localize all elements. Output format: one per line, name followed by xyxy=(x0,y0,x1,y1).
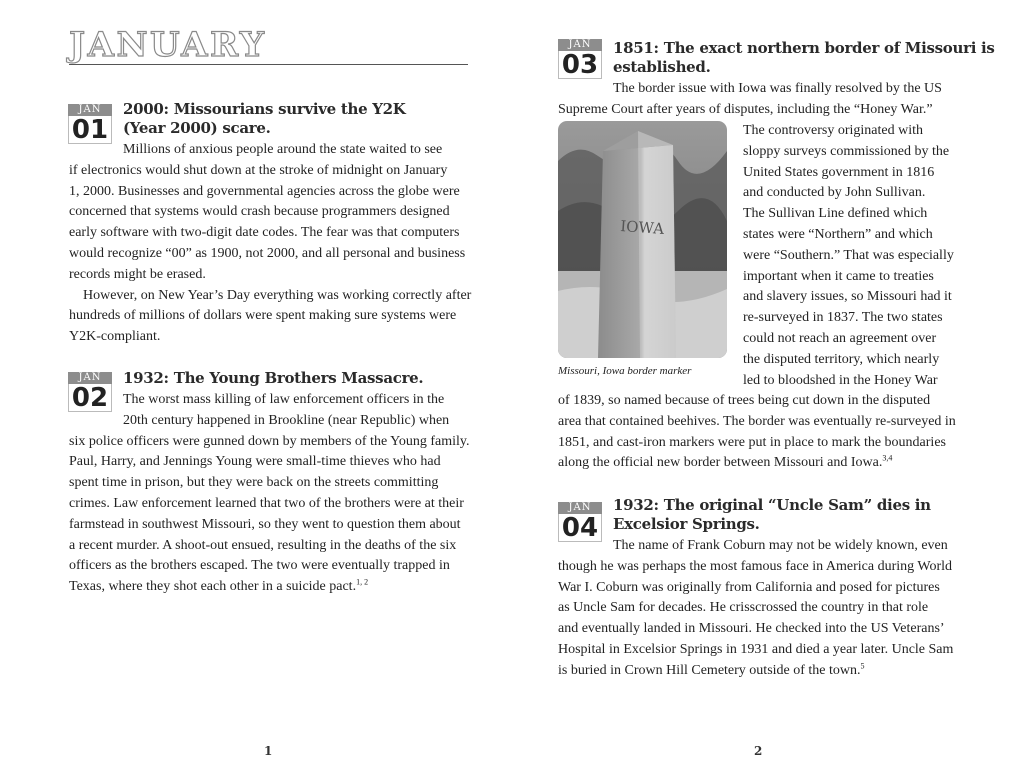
body-line-text: is buried in Crown Hill Cemetery outside of the town. xyxy=(558,662,861,678)
body-line: records might be erased. xyxy=(69,266,206,282)
entry-title-line: 1932: The original “Uncle Sam” dies in xyxy=(613,496,931,514)
date-badge-jan-03 xyxy=(558,39,602,81)
entry-title-line: 1932: The Young Brothers Massacre. xyxy=(123,369,424,387)
photo-caption: Missouri, Iowa border marker xyxy=(558,365,692,377)
body-line: as Uncle Sam for decades. He crisscrossed the country in that role xyxy=(558,600,929,616)
entry-body-jan-04 xyxy=(558,536,953,682)
page-number-left: 1 xyxy=(264,744,273,758)
month-heading xyxy=(69,25,468,65)
date-badge-day: 01 xyxy=(68,116,112,144)
entry-body-jan-03-top xyxy=(558,79,942,121)
body-line: 1851, and cast-iron markers were put in place to mark the boundaries xyxy=(558,434,946,450)
entry-title-line: established. xyxy=(613,58,711,76)
body-line: The Sullivan Line defined which xyxy=(743,206,928,222)
body-line: would recognize “00” as 1900, not 2000, and all personal and business xyxy=(69,245,466,261)
body-line: War I. Coburn was originally from California and posed for pictures xyxy=(558,579,940,595)
body-line: the disputed territory, which nearly xyxy=(743,351,940,367)
body-line: The worst mass killing of law enforcement officers in the xyxy=(123,392,445,407)
body-line: Hospital in Excelsior Springs in 1931 and died a year later. Uncle Sam xyxy=(558,641,954,657)
body-line: However, on New Year’s Day everything was working correctly after xyxy=(69,287,472,303)
body-line: 20th century happened in Brookline (near Republic) when xyxy=(123,412,450,428)
body-line: sloppy surveys commissioned by the xyxy=(743,143,950,159)
date-badge-month: JAN xyxy=(558,502,602,514)
body-line: United States government in 1816 xyxy=(743,164,935,180)
body-line: Millions of anxious people around the state waited to see xyxy=(123,142,443,157)
body-line: and eventually landed in Missouri. He checked into the US Veterans’ xyxy=(558,621,945,637)
body-line: crimes. Law enforcement learned that two of the brothers were at their xyxy=(69,495,464,511)
footnote-ref: 5 xyxy=(860,661,865,671)
body-line-text: Texas, where they shot each other in a suicide pact. xyxy=(69,579,357,595)
date-badge-month: JAN xyxy=(68,104,112,116)
marker-engraving: IOWA xyxy=(619,217,665,239)
body-line: The border issue with Iowa was finally resolved by the US xyxy=(613,81,942,96)
body-line: concerned that systems would crash because programmers designed xyxy=(69,204,450,220)
entry-title-jan-04 xyxy=(613,496,931,534)
entry-body-jan-01 xyxy=(69,140,471,348)
body-line: Y2K-compliant. xyxy=(69,329,161,345)
body-line: hundreds of millions of dollars were spent making sure systems were xyxy=(69,308,457,324)
body-line: Supreme Court after years of disputes, including the “Honey War.” xyxy=(558,101,933,117)
body-line: led to bloodshed in the Honey War xyxy=(743,372,938,388)
date-badge-day: 04 xyxy=(558,514,602,542)
body-line: could not reach an agreement over xyxy=(743,330,937,346)
border-marker-image xyxy=(558,121,727,358)
entry-body-jan-03-bottom xyxy=(558,391,956,474)
date-badge-day: 03 xyxy=(558,51,602,79)
body-line xyxy=(69,577,469,598)
body-line: of 1839, so named because of trees being cut down in the disputed xyxy=(558,393,931,408)
month-heading-text: JANUARY xyxy=(69,25,267,65)
body-line xyxy=(558,453,956,474)
entry-title-jan-02 xyxy=(123,369,423,388)
body-line: officers as the brothers escaped. The two were eventually trapped in xyxy=(69,558,450,574)
body-line: area that contained beehives. The border was eventually re-surveyed in xyxy=(558,413,956,429)
body-line: early software with two-digit date codes. The fear was that computers xyxy=(69,225,460,241)
page-number-right: 2 xyxy=(754,744,763,758)
entry-title-line: 1851: The exact northern border of Missouri is xyxy=(613,39,995,57)
body-line: a recent murder. A shoot-out ensued, resulting in the deaths of the six xyxy=(69,537,457,553)
body-line: six police officers were gunned down by members of the Young family. xyxy=(69,433,470,449)
body-line: spent time in prison, but they were back on the streets committing xyxy=(69,475,439,491)
border-marker-photo xyxy=(558,121,727,358)
date-badge-month: JAN xyxy=(558,39,602,51)
body-line-text: along the official new border between Missouri and Iowa. xyxy=(558,455,883,471)
entry-title-jan-01 xyxy=(123,100,406,138)
body-line: re-surveyed in 1837. The two states xyxy=(743,310,943,326)
entry-title-line: (Year 2000) scare. xyxy=(123,119,271,137)
footnote-ref: 1, 2 xyxy=(356,577,369,587)
body-line: Paul, Harry, and Jennings Young were small-time thieves who had xyxy=(69,454,441,470)
body-line: though he was perhaps the most famous face in America during World xyxy=(558,558,953,574)
body-line: 1, 2000. Businesses and governmental agencies across the globe were xyxy=(69,183,460,199)
entry-title-line: 2000: Missourians survive the Y2K xyxy=(123,100,406,118)
date-badge-month: JAN xyxy=(68,372,112,384)
body-line: and slavery issues, so Missouri had it xyxy=(743,289,952,305)
body-line: if electronics would shut down at the stroke of midnight on January xyxy=(69,162,448,178)
body-line xyxy=(558,661,953,682)
entry-body-jan-03-side xyxy=(743,121,954,391)
body-line: The name of Frank Coburn may not be widely known, even xyxy=(613,538,948,553)
footnote-ref: 3,4 xyxy=(882,453,893,463)
date-badge-day: 02 xyxy=(68,384,112,412)
entry-title-line: Excelsior Springs. xyxy=(613,515,760,533)
body-line: farmstead in southwest Missouri, so they went to question them about xyxy=(69,516,461,532)
body-line: The controversy originated with xyxy=(743,123,924,138)
body-line: important when it came to treaties xyxy=(743,268,934,284)
body-line: states were “Northern” and which xyxy=(743,226,933,242)
entry-body-jan-02 xyxy=(69,390,469,598)
body-line: were “Southern.” That was especially xyxy=(743,247,954,263)
body-line: and conducted by John Sullivan. xyxy=(743,185,926,201)
entry-title-jan-03 xyxy=(613,39,995,77)
